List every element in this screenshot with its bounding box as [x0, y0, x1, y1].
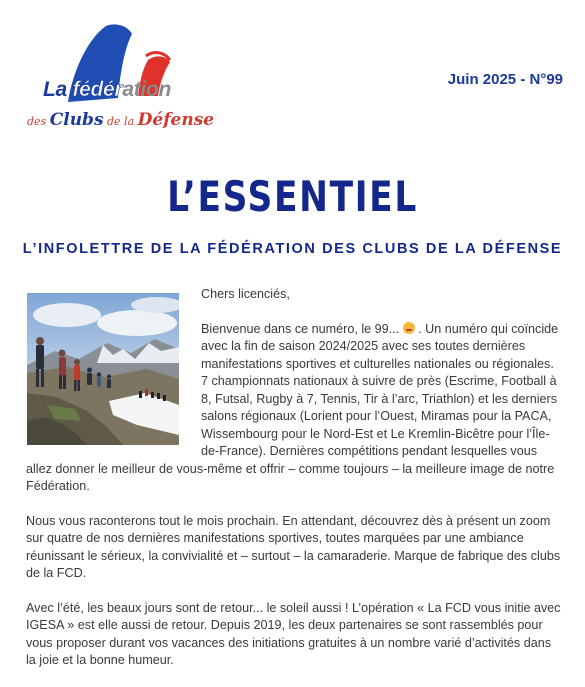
article-body — [26, 286, 561, 687]
winking-face-emoji-icon — [403, 322, 415, 334]
paragraph-igesa: Avec l’été, les beaux jours sont de retour... le soleil aussi ! L’opération « La FCD vous initie avec IGESA » est elle aussi de retour. Depuis 2019, les deux partenaires se sont rassemblés pour vous proposer durant vos vacances des initiations gratuites à un nombre varié d’activités dans la joie et la bonne humeur. — [26, 600, 561, 667]
photo-spacer — [26, 286, 201, 446]
page-title: L’ESSENTIEL — [167, 172, 418, 221]
logo-text-des: des — [27, 115, 50, 128]
intro-text-start: Bienvenue dans ce numéro, le 99... — [201, 321, 403, 336]
paragraph-events: Nous vous raconterons tout le mois prochain. En attendant, découvrez dès à présent un zoom sur quatre de nos dernières manifestations sportives, toutes marquées par une ambiance réunissant le sérieux, la convivialité et – surtout – la camaraderie. Marque de fabrique des clubs de la FCD. — [26, 513, 561, 580]
logo-text-fed: fédér — [72, 78, 123, 101]
intro-text-end: . Un numéro qui coïncide avec la fin de saison 2024/2025 avec ses toutes dernières manifestations sportives et culturelles nationales ou régionales. 7 championnats nationaux à suivre de près (Escrime, Football à 8, Futsal, Rugby à 7, Tennis, Tir à l’arc, Triathlon) et les derniers salons régionaux (Lorient pour l’Ouest, Miramas pour la PACA, Wissembourg pour le Nord-Est et Le Kremlin-Bicêtre pour l’Île-de-France). Dernières compétitions pendant lesquelles vous allez donner le meilleur de vous-même et offrir – comme toujours – la meilleure image de notre Fédération. — [26, 321, 559, 493]
logo-sub-text — [27, 110, 214, 130]
logo-text-de-la: de la — [103, 115, 138, 128]
logo-main-text — [43, 78, 171, 102]
logo-text-defense: Défense — [137, 110, 215, 130]
federation-logo[interactable] — [24, 20, 215, 138]
logo-text-la: La — [43, 78, 73, 101]
greeting: Chers licenciés, — [201, 287, 290, 301]
page-subtitle: L’INFOLETTRE DE LA FÉDÉRATION DES CLUBS DE LA DÉFENSE — [22, 241, 563, 257]
issue-number: Juin 2025 - N°99 — [447, 71, 563, 88]
logo-text-clubs: Clubs — [49, 110, 104, 130]
logo-text-ation: ation — [122, 78, 171, 101]
